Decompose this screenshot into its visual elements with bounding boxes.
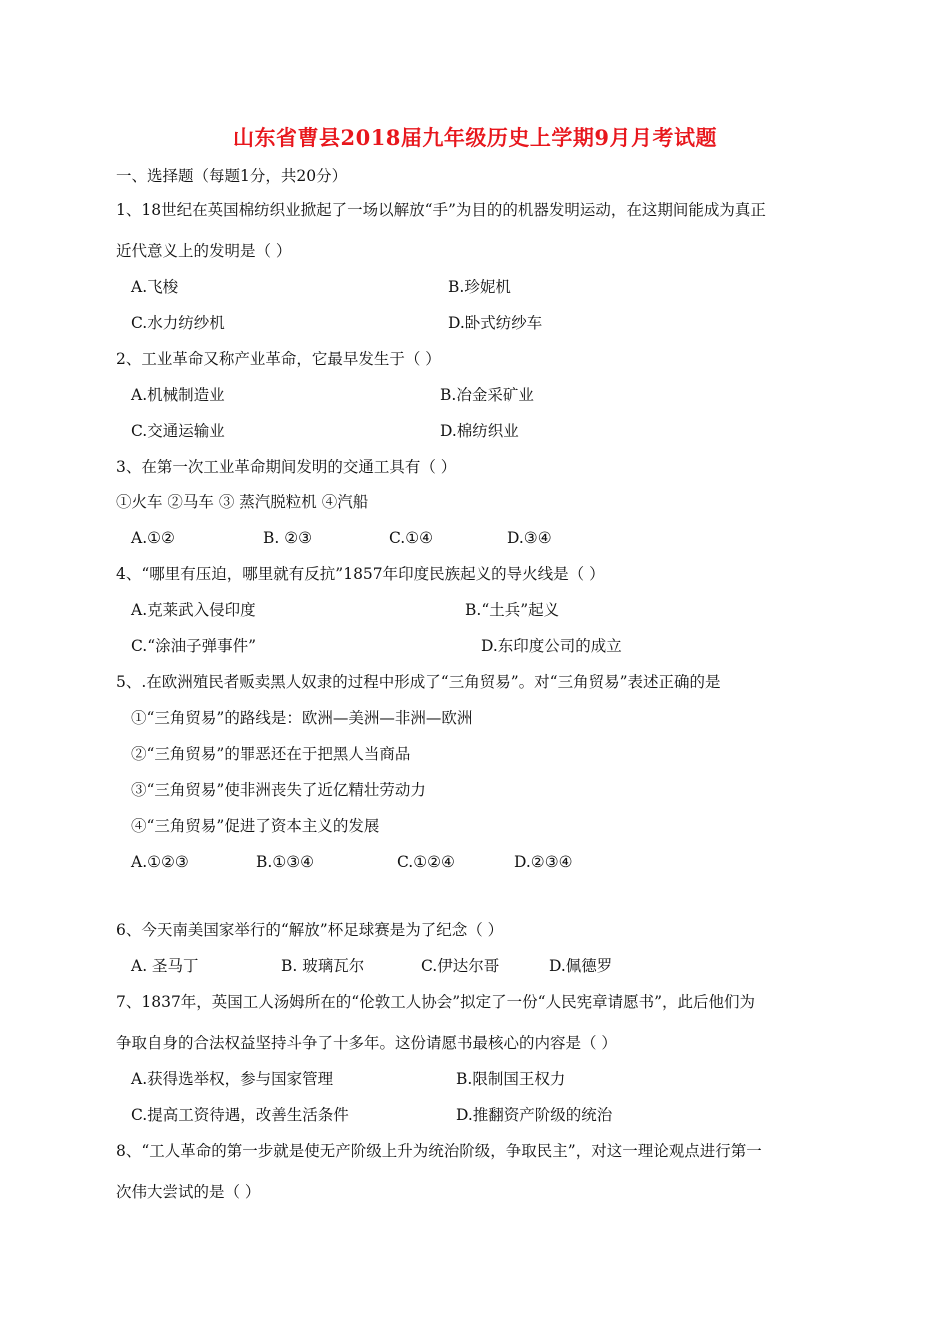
question-5-statement-3: ③“三角贸易”使非洲丧失了近亿精壮劳动力: [131, 781, 426, 799]
question-6-stem-line-1: 6、今天南美国家举行的“解放”杯足球赛是为了纪念（ ）: [116, 921, 504, 939]
question-5-option-a: A.①②③: [131, 853, 189, 871]
question-4-option-b: B.“土兵”起义: [465, 601, 560, 619]
question-5-statement-2: ②“三角贸易”的罪恶还在于把黑人当商品: [131, 745, 411, 763]
question-7-stem-line-1: 7、1837年，英国工人汤姆所在的“伦敦工人协会”拟定了一份“人民宪章请愿书”，此后他们为: [116, 993, 756, 1011]
question-2-option-d: D.棉纺织业: [440, 422, 519, 440]
question-8-stem-line-1: 8、“工人革命的第一步就是使无产阶级上升为统治阶级，争取民主”，对这一理论观点进行第一: [116, 1142, 762, 1160]
question-1-option-d: D.卧式纺纱车: [448, 314, 543, 332]
question-3-option-a: A.①②: [131, 529, 175, 547]
question-1-option-b: B.珍妮机: [448, 278, 511, 296]
question-5-option-b: B.①③④: [256, 853, 315, 871]
question-2-option-a: A.机械制造业: [131, 386, 225, 404]
question-7-option-d: D.推翻资产阶级的统治: [456, 1106, 613, 1124]
question-1-stem-line-2: 近代意义上的发明是（ ）: [116, 242, 292, 260]
question-4-option-d: D.东印度公司的成立: [481, 637, 622, 655]
question-3-stem-line-1: 3、在第一次工业革命期间发明的交通工具有（ ）: [116, 458, 457, 476]
question-7-option-a: A.获得选举权，参与国家管理: [131, 1070, 334, 1088]
question-4-option-a: A.克莱武入侵印度: [131, 601, 256, 619]
question-2-stem-line-1: 2、工业革命又称产业革命，它最早发生于（ ）: [116, 350, 441, 368]
question-7-stem-line-2: 争取自身的合法权益坚持斗争了十多年。这份请愿书最核心的内容是（ ）: [116, 1034, 617, 1052]
question-6-option-b: B. 玻璃瓦尔: [281, 957, 365, 975]
question-5-stem-line-1: 5、.在欧洲殖民者贩卖黑人奴隶的过程中形成了“三角贸易”。对“三角贸易”表述正确的是: [116, 673, 721, 691]
question-1-option-a: A.飞梭: [131, 278, 179, 296]
question-5-statement-1: ①“三角贸易”的路线是：欧洲—美洲—非洲—欧洲: [131, 709, 473, 727]
question-3-option-c: C.①④: [389, 529, 434, 547]
question-6-option-d: D.佩德罗: [549, 957, 613, 975]
question-7-option-c: C.提高工资待遇，改善生活条件: [131, 1106, 349, 1124]
question-5-statement-4: ④“三角贸易”促进了资本主义的发展: [131, 817, 380, 835]
question-1-option-c: C.水力纺纱机: [131, 314, 225, 332]
question-7-option-b: B.限制国王权力: [456, 1070, 566, 1088]
question-4-stem-line-1: 4、“哪里有压迫，哪里就有反抗”1857年印度民族起义的导火线是（ ）: [116, 565, 605, 583]
question-1-stem-line-1: 1、18世纪在英国棉纺织业掀起了一场以解放“手”为目的的机器发明运动，在这期间能成为真正: [116, 201, 766, 219]
question-2-option-b: B.冶金采矿业: [440, 386, 534, 404]
question-3-option-b: B. ②③: [263, 529, 313, 547]
question-8-stem-line-2: 次伟大尝试的是（ ）: [116, 1183, 261, 1201]
question-3-option-d: D.③④: [507, 529, 552, 547]
section-heading: 一、选择题（每题1分，共20分）: [116, 167, 348, 185]
question-5-option-c: C.①②④: [397, 853, 455, 871]
question-5-option-d: D.②③④: [514, 853, 573, 871]
page-title: 山东省曹县2018届九年级历史上学期9月月考试题: [232, 125, 718, 150]
question-2-option-c: C.交通运输业: [131, 422, 225, 440]
question-3-stem-line-2: ①火车 ②马车 ③ 蒸汽脱粒机 ④汽船: [116, 493, 369, 511]
question-6-option-a: A. 圣马丁: [131, 957, 199, 975]
question-4-option-c: C.“涂油子弹事件”: [131, 637, 257, 655]
question-6-option-c: C.伊达尔哥: [421, 957, 500, 975]
